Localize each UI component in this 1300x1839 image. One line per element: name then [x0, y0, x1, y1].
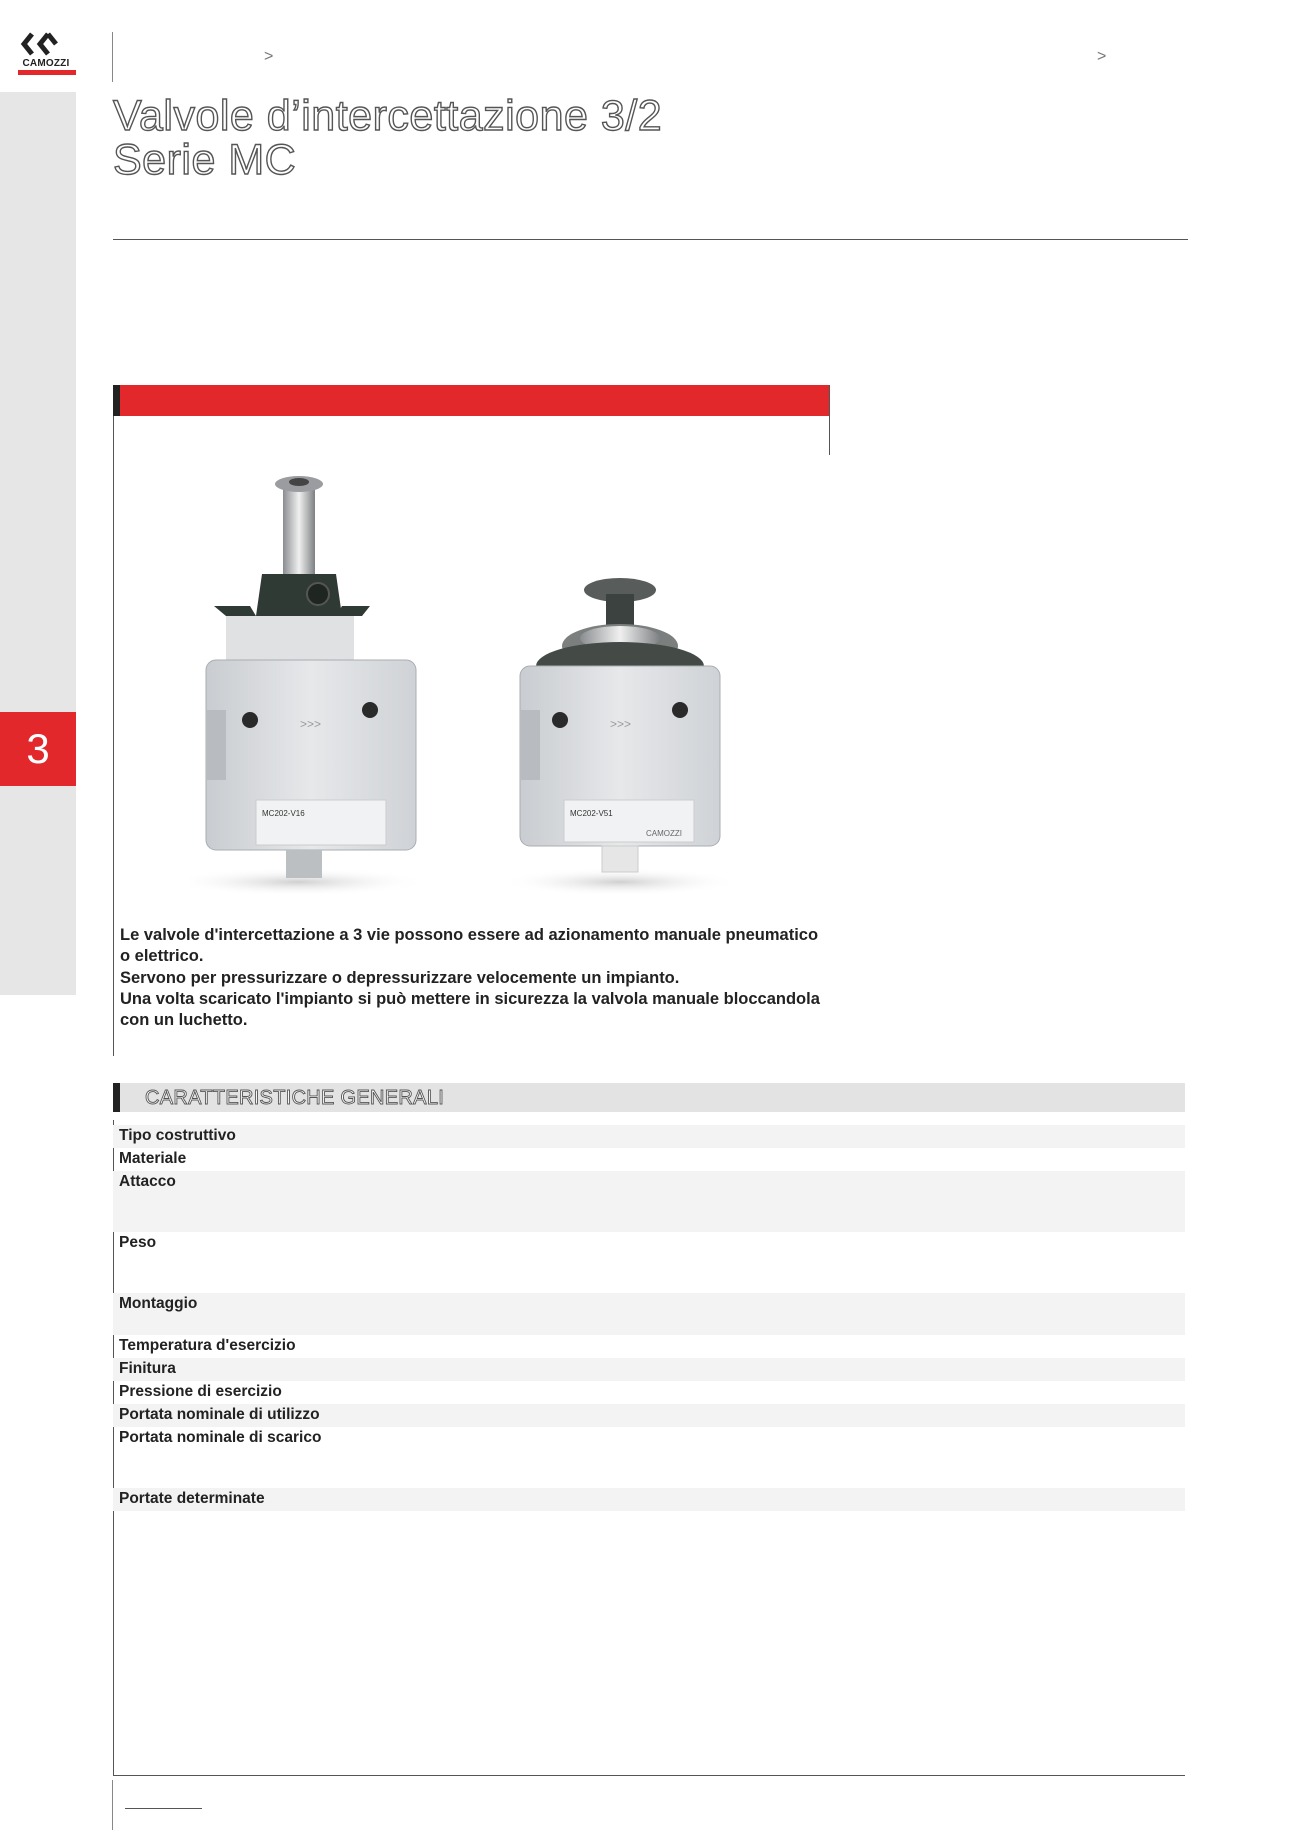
table-row — [113, 1148, 1185, 1171]
table-row — [113, 1358, 1185, 1381]
page-title — [113, 94, 662, 182]
table-row — [113, 1488, 1185, 1511]
specs-title: CARATTERISTICHE GENERALI — [145, 1087, 445, 1109]
spec-label: Portate determinate — [119, 1490, 265, 1507]
panel-frame-left — [113, 416, 114, 1056]
valve-label-right: MC202-V51 — [570, 809, 613, 818]
left-rail — [0, 92, 76, 995]
description-paragraph: Servono per pressurizzare o depressurizzare velocemente un impianto. — [120, 968, 680, 987]
table-row — [113, 1404, 1185, 1427]
page-title-line1: Valvole d’intercettazione 3/2 — [113, 92, 663, 140]
spec-label: Attacco — [119, 1173, 176, 1190]
valve-brand-label: CAMOZZI — [646, 829, 682, 838]
table-row — [113, 1125, 1185, 1148]
logo-underline — [18, 70, 76, 75]
spec-label: Finitura — [119, 1360, 176, 1377]
panel-frame-right — [829, 385, 830, 455]
spec-label: Tipo costruttivo — [119, 1127, 236, 1144]
breadcrumb-separator: > — [1097, 48, 1107, 65]
spec-label: Portata nominale di scarico — [119, 1429, 322, 1446]
footer-divider — [112, 1780, 113, 1830]
footer-short-rule — [125, 1808, 202, 1809]
logo-wordmark: CAMOZZI — [22, 58, 70, 69]
spec-label: Portata nominale di utilizzo — [119, 1406, 320, 1423]
page-title-line2: Serie MC — [113, 136, 297, 184]
specs-header-mark — [113, 1083, 120, 1112]
valve-adapter — [226, 616, 354, 660]
spec-label: Pressione di esercizio — [119, 1383, 282, 1400]
svg-text:>>>: >>> — [610, 717, 632, 731]
valve-label-left: MC202-V16 — [262, 809, 305, 818]
footer-rule — [113, 1775, 1185, 1776]
section-tab-number: 3 — [26, 725, 50, 772]
table-row — [113, 1171, 1185, 1232]
product-photo — [190, 470, 750, 900]
table-row — [113, 1427, 1185, 1488]
section-tab[interactable] — [0, 712, 76, 786]
table-row — [113, 1232, 1185, 1293]
table-row — [113, 1293, 1185, 1335]
header-divider — [112, 32, 113, 82]
table-row — [113, 1381, 1185, 1404]
svg-text:>>>: >>> — [300, 717, 322, 731]
description-paragraph: Le valvole d'intercettazione a 3 vie possono essere ad azionamento manuale pneumatico o elettrico. — [120, 926, 819, 966]
product-header-mark — [113, 385, 120, 416]
description-paragraph: Una volta scaricato l'impianto si può mettere in sicurezza la valvola manuale bloccandola con un luchetto. — [120, 989, 820, 1030]
spec-label: Montaggio — [119, 1295, 198, 1312]
spec-label: Peso — [119, 1234, 157, 1251]
product-header-band — [113, 385, 830, 416]
solenoid-stem — [283, 484, 315, 576]
title-rule — [113, 239, 1188, 240]
product-description — [120, 925, 830, 1031]
spec-label: Materiale — [119, 1150, 187, 1167]
breadcrumb-separator: > — [264, 48, 274, 65]
spec-label: Temperatura d'esercizio — [119, 1337, 296, 1354]
table-row — [113, 1335, 1185, 1358]
